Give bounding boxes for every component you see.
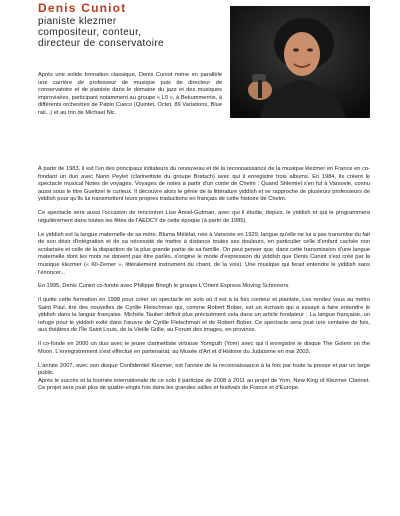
role-line-1: pianiste klezmer [38,16,117,27]
paragraph-4: En 1995, Denis Cuniot co-fonde avec Philippe Briegh le groupe L'Orient Express Moving Schnorers. [38,283,290,290]
biography-body [38,166,370,399]
paragraph-5: Il quitte cette formation en 1998 pour créer un spectacle en solo où il est à la fois conteur et pianiste, Les rendez vous au métro Saint Paul, tiré des nouvelles de Cyrille Fleischman qui, comme Robert Bober, est un écrivain qui a essayé à faire entendre le yiddish dans la langue française. Michèle Tauber définit plus précisément cela dans un article fondateur : La langue française, un refuge pour le yiddish exilé dans l'œuvre de Cyrille Fleischman et de Robert Bober. Ce spectacle sera joué une centaine de fois, aux théâtres de l'Île Saint Louis, de la Vieille Grille, au Forum des images, en province. [38,297,370,334]
role-line-3: directeur de conservatoire [38,38,165,49]
paragraph-6: Il co-fonde en 2000 un duo avec le jeune clarinettiste virtuose Yomguih (Yom) avec qui il enregistre le disque The Golem on the Moon. L'enregistrement s'est effectué en partenariat, au Musée d'Art et d'Histoire du Judaïsme en mai 2003. [38,341,370,355]
artist-name: Denis Cuniot [38,1,127,15]
paragraph-2: Ce spectacle sera aussi l'occasion de rencontrer Lise Amiel-Gutman, avec qui il étudie, depuis, le yiddish et qui le programmera régulièrement dans toutes les fêtes de l'AEDCY de cette époque (à partir de 1985). [38,210,370,224]
portrait-photo-image [230,6,370,118]
intro-paragraph: Après une solide formation classique, Denis Cuniot mène en parallèle une carrière de professeur de musique puis de directeur de conservatoire et de pianiste dans le domaine du jazz et des musiques improvisées, participant notamment au groupe « L0 », à Bekummernis, à différents orchestres de Pablo Cueco (Quintet, Octet, 89 Variations, Blue rail...) et au trio de Michael Nic. [38,72,222,116]
paragraph-7: L'année 2007, avec son disque Confidentiel Klezmer, est l'année de la reconnaissance à la fois par toute la presse et par un large public. [38,362,370,377]
paragraph-8: Après le succès et la tournée internationale de ce solo il participe de 2008 à 2011 au projet de Yom, New King of Klezmer Clarinet. Ce projet sera joué plus de quatre-vingts fois dans les grandes salles et festivals de France et d'Europe. [38,377,370,392]
role-line-2: compositeur, conteur, [38,27,142,38]
paragraph-3: Le yiddish est la langue maternelle de sa mère, Bluma Mélélat, née à Varsovie en 1929, langue qu'elle ne lui a pas transmise du fait de son désir d'intégration et de sa nécessité de mettre à distance toutes ses douleurs, en particulier celle d'enfant cachée non scolarisée et celle de la disparition de la plus grande partie de sa famille. On peut penser que, dans cette transmission d'une langue maternelle dont les mots ne doivent pas être parlés, s'origine le mode d'expression du yiddish que Denis Cuniot s'est créé par la musique klezmer (« Kli-Zemer », littéralement instrument du chant, de la voix). Une musique qui ferait entendre le yiddish sans l'énoncer... [38,231,370,276]
paragraph-1: À partir de 1983, il est l'un des principaux initiateurs du renouveau et de la reconnaissance de la musique klezmer en France en co-fondant un duo avec Nano Peylet (clarinettiste du groupe Bratsch) avec qui il enregistre trois albums. En 1984, ils créent le spectacle musical Notes de voyages, Voyages de notes à partir d'un conte de Chelm : Quand Shlemiel s'en fut à Varsovie, connu aussi sous le titre Gueltzel le curieux. Il découvre alors le génie de la littérature yiddish et se rapproche de plusieurs professeurs de yiddish pour qu'ils lui transmettent leurs propres traductions en français de cette histoire de Chelm. [38,166,370,203]
header [38,0,248,49]
portrait-photo [230,6,370,118]
